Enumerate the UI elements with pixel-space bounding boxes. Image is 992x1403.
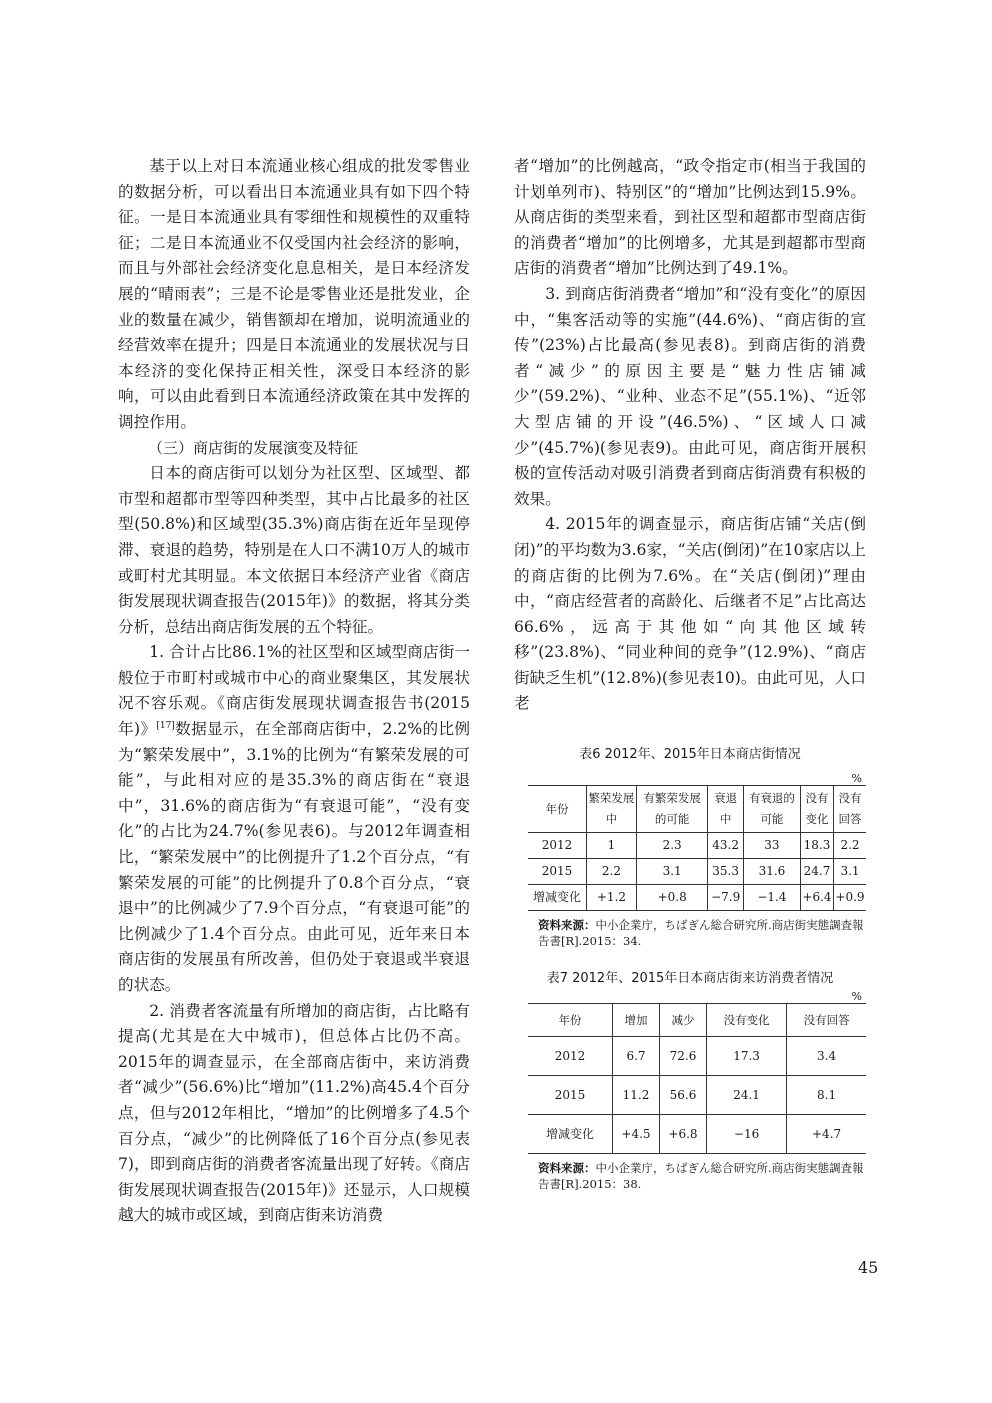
table-header-cell: 没有变化 <box>707 1004 787 1037</box>
citation-ref: [17] <box>156 720 175 731</box>
table6-unit: % <box>851 772 862 786</box>
right-column <box>514 154 866 1192</box>
table-cell: 72.6 <box>660 1037 707 1076</box>
table-cell: 3.4 <box>787 1037 866 1076</box>
table-cell: +4.5 <box>613 1115 660 1154</box>
table-row <box>528 1115 866 1154</box>
table-cell: 增减变化 <box>528 1115 613 1154</box>
table-cell: 56.6 <box>660 1076 707 1115</box>
table7-title: 表7 2012年、2015年日本商店街来访消费者情况 <box>546 971 834 987</box>
table-cell: 8.1 <box>787 1076 866 1115</box>
table-cell: 2.2 <box>834 833 867 859</box>
paragraph: 日本的商店街可以划分为社区型、区域型、都市型和超都市型等四种类型，其中占比最多的社区型(50.8%)和区域型(35.3%)商店街在近年呈现停滞、衰退的趋势，特别是在人口不满10万人的城市或町村尤其明显。本文依据日本经济产业省《商店街发展现状调查报告(2015年)》的数据，将其分类分析，总结出商店街发展的五个特征。 <box>118 464 470 636</box>
table-header-cell: 有繁荣发展的可能 <box>636 786 708 833</box>
paragraph <box>118 640 470 998</box>
table7-source <box>538 1160 866 1192</box>
table-cell: 11.2 <box>613 1076 660 1115</box>
table-cell: 33 <box>743 833 800 859</box>
table6-title: 表6 2012年、2015年日本商店街情况 <box>579 747 801 763</box>
table-cell: 2012 <box>528 833 587 859</box>
table-cell: +6.4 <box>801 885 834 911</box>
table-cell: +1.2 <box>587 885 637 911</box>
paragraph: 4. 2015年的调查显示，商店街店铺“关店(倒闭)”的平均数为3.6家，“关店(倒闭)”在10家店以上的商店街的比例为7.6%。在“关店(倒闭)”理由中，“商店经营者的高龄化、后继者不足”占比高达66.6%，远高于其他如“向其他区域转移”(23.8%)、“同业种间的竞争”(12.9%)、“商店街缺乏生机”(12.8%)(参见表10)。由此可见，人口老 <box>514 515 866 713</box>
left-column <box>118 154 470 1229</box>
table-header-cell: 衰退中 <box>708 786 743 833</box>
table-cell: 1 <box>587 833 637 859</box>
table-header-cell: 有衰退的可能 <box>743 786 800 833</box>
paragraph: 3. 到商店街消费者“增加”和“没有变化”的原因中，“集客活动等的实施”(44.6%)、“商店街的宣传”(23%)占比最高(参见表8)。到商店街的消费者“减少”的原因主要是“魅力性店铺减少”(59.2%)、“业种、业态不足”(55.1%)、“近邻大型店铺的开设”(46.5%)、“区域人口减少”(45.7%)(参见表9)。由此可见，商店街开展积极的宣传活动对吸引消费者到商店街消费有积极的效果。 <box>514 284 866 508</box>
paragraph-text: 1. 合计占比86.1%的社区型和区域型商店街一般位于市町村或城市中心的商业聚集区，其发展状况不容乐观。《商店街发展现状调查报告书(2015年)》 <box>118 643 470 739</box>
table-header-cell: 减少 <box>660 1004 707 1037</box>
table6-source <box>538 917 866 949</box>
table-cell: 18.3 <box>801 833 834 859</box>
table-cell: 2015 <box>528 859 587 885</box>
paragraph: 基于以上对日本流通业核心组成的批发零售业的数据分析，可以看出日本流通业具有如下四个特征。一是日本流通业具有零细性和规模性的双重特征；二是日本流通业不仅受国内社会经济的影响，而且与外部社会经济变化息息相关，是日本经济发展的“晴雨表”；三是不论是零售业还是批发业，企业的数量在减少，销售额却在增加，说明流通业的经营效率在提升；四是日本流通业的发展状况与日本经济的变化保持正相关性，深受日本经济的影响，可以由此看到日本流通经济政策在其中发挥的调控作用。 <box>118 157 470 431</box>
paragraph-text: 数据显示，在全部商店街中，2.2%的比例为“繁荣发展中”，3.1%的比例为“有繁荣发展的可能”，与此相对应的是35.3%的商店街在“衰退中”，31.6%的商店街为“有衰退可能”，“没有变化”的占比为24.7%(参见表6)。与2012年调查相比，“繁荣发展中”的比例提升了1.2个百分点，“有繁荣发展的可能”的比例提升了0.8个百分点，“衰退中”的比例减少了7.9个百分点，“有衰退可能”的比例减少了1.4个百分点。由此可见，近年来日本商店街的发展虽有所改善，但仍处于衰退或半衰退的状态。 <box>118 720 470 994</box>
table-cell: 2012 <box>528 1037 613 1076</box>
table-header-row <box>528 1004 866 1037</box>
paragraph: 2. 消费者客流量有所增加的商店街，占比略有提高(尤其是在大中城市)，但总体占比仍不高。2015年的调查显示，在全部商店街中，来访消费者“减少”(56.6%)比“增加”(11.2%)高45.4个百分点，但与2012年相比，“增加”的比例增多了4.5个百分点，“减少”的比例降低了16个百分点(参见表7)，即到商店街的消费者客流量出现了好转。《商店街发展现状调查报告(2015年)》还显示，人口规模越大的城市或区域，到商店街来访消费 <box>118 1001 470 1225</box>
table-cell: +4.7 <box>787 1115 866 1154</box>
table-cell: 2.2 <box>587 859 637 885</box>
table6 <box>528 785 866 911</box>
table-cell: −1.4 <box>743 885 800 911</box>
source-label: 资料来源： <box>538 1161 596 1176</box>
table-cell: −16 <box>707 1115 787 1154</box>
table-cell: 31.6 <box>743 859 800 885</box>
table-cell: 24.1 <box>707 1076 787 1115</box>
table-header-cell: 没有回答 <box>834 786 867 833</box>
table-header-cell: 没有变化 <box>801 786 834 833</box>
table-header-cell: 繁荣发展中 <box>587 786 637 833</box>
table-cell: −7.9 <box>708 885 743 911</box>
paragraph: 者“增加”的比例越高，“政令指定市(相当于我国的计划单列市)、特别区”的“增加”比例达到15.9%。从商店街的类型来看，到社区型和超都市型商店街的消费者“增加”的比例增多，尤其是到超都市型商店街的消费者“增加”比例达到了49.1%。 <box>514 157 866 278</box>
table-row <box>528 1076 866 1115</box>
table-row <box>528 1037 866 1076</box>
source-text: 中小企業庁，ちばぎん総合研究所.商店街実態調査報告書[R].2015：34. <box>538 918 864 949</box>
table-cell: 2.3 <box>636 833 708 859</box>
table-cell: 3.1 <box>834 859 867 885</box>
source-label: 资料来源： <box>538 918 596 933</box>
table-header-cell: 增加 <box>613 1004 660 1037</box>
table-cell: 增减变化 <box>528 885 587 911</box>
table-cell: +0.8 <box>636 885 708 911</box>
table-cell: +0.9 <box>834 885 867 911</box>
table-header-row <box>528 786 866 833</box>
table-header-cell: 年份 <box>528 1004 613 1037</box>
table7-unit: % <box>851 990 862 1004</box>
page-number: 45 <box>858 1258 879 1277</box>
table-cell: 17.3 <box>707 1037 787 1076</box>
table-cell: 35.3 <box>708 859 743 885</box>
table-cell: 3.1 <box>636 859 708 885</box>
table-header-cell: 年份 <box>528 786 587 833</box>
table-row <box>528 859 866 885</box>
table-header-cell: 没有回答 <box>787 1004 866 1037</box>
table-row <box>528 833 866 859</box>
source-text: 中小企業庁，ちばぎん総合研究所.商店街実態調査報告書[R].2015：38. <box>538 1161 864 1192</box>
table-cell: 6.7 <box>613 1037 660 1076</box>
table-cell: 24.7 <box>801 859 834 885</box>
section-heading: （三）商店街的发展演变及特征 <box>148 438 359 457</box>
table7 <box>528 1003 866 1154</box>
table-cell: 2015 <box>528 1076 613 1115</box>
table-cell: 43.2 <box>708 833 743 859</box>
table-row <box>528 885 866 911</box>
table-cell: +6.8 <box>660 1115 707 1154</box>
